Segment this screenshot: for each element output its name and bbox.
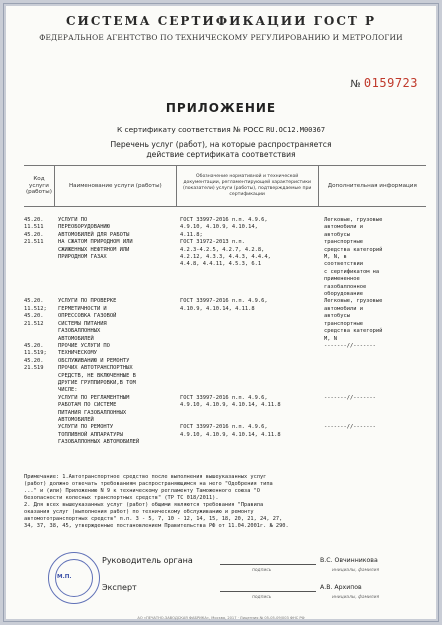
head-signature-line <box>220 564 316 565</box>
table-cell-c2: ПРИРОДНОМ ГАЗАХ <box>58 254 107 261</box>
table-cell-c3 <box>176 269 318 276</box>
table-cell-c4: Легковые, грузовые <box>324 298 383 305</box>
table-cell-c1 <box>24 276 54 283</box>
table-cell-c3: ГОСТ 33997-2016 п.п. 4.9.6, <box>180 217 268 223</box>
table-cell-c2: СИСТЕМЫ ПИТАНИЯ <box>58 320 107 327</box>
table-cell-c3 <box>176 328 318 335</box>
table-row <box>24 239 426 246</box>
table-cell-c2: АВТОМОБИЛЕЙ <box>58 335 94 342</box>
note-line: 34, 37, 38, 45, утвержденные постановлением Правительства РФ от 11.04.2001г. № 290. <box>24 523 289 529</box>
table-cell-c1 <box>24 402 54 409</box>
table-cell-c4: с сертификатом на <box>324 268 380 275</box>
table-cell-c2 <box>54 284 176 291</box>
table-cell-c2: УСЛУГИ ПО ПРОВЕРКЕ <box>58 298 117 305</box>
table-cell-c4: -------//------- <box>324 342 376 349</box>
table-cell-c4 <box>318 432 424 439</box>
note-line: ..." и (или) Приложению N 9 к техническому регламенту Таможенного союза "О <box>24 488 260 494</box>
note-line: Примечание: 1.Автотранспортное средство после выполнения вышеуказанных услуг <box>24 474 267 480</box>
table-cell-c3 <box>176 343 318 350</box>
table-cell-c1: 45.20. <box>24 342 44 349</box>
table-cell-c3 <box>176 321 318 328</box>
table-cell-c4: автомобили и <box>324 224 363 231</box>
table-cell-c4 <box>318 417 424 424</box>
table-cell-c1: 21.512 <box>24 320 44 327</box>
table-cell-c3 <box>176 284 318 291</box>
table-cell-c2: НА СЖАТОМ ПРИРОДНОМ ИЛИ <box>58 239 133 246</box>
page-inner <box>20 12 422 620</box>
table-cell-c4: средства категорий <box>324 246 383 253</box>
table-cell-c2: ТЕХНИЧЕСКОМУ <box>58 350 97 357</box>
system-title: СИСТЕМА СЕРТИФИКАЦИИ ГОСТ Р <box>65 14 377 28</box>
note-line: безопасности колесных транспортных средств" (ТР ТС 018/2011). <box>24 495 219 501</box>
table-cell-c3 <box>176 373 318 380</box>
table-cell-c2: СЖИЖЕННЫХ НЕФТЯНОМ ИЛИ <box>58 246 130 253</box>
table-cell-c2: ДРУГИЕ ГРУППИРОВКИ,В ТОМ <box>58 379 136 386</box>
table-row <box>24 358 426 365</box>
table-row <box>24 298 426 305</box>
table-cell-c1 <box>24 417 54 424</box>
table-cell-c4: -------//------- <box>324 394 376 401</box>
table-cell-c2: АВТОМОБИЛЕЙ ДЛЯ РАБОТЫ <box>58 231 130 238</box>
table-cell-c4: транспортные <box>324 320 363 327</box>
header-additional-info: Дополнительная информация <box>318 166 426 207</box>
table-cell-c2: СРЕДСТВ, НЕ ВКЛЮЧЕННЫЕ В <box>58 372 136 379</box>
table-row <box>24 284 426 291</box>
table-cell-c2: АВТОМОБИЛЕЙ <box>58 416 94 423</box>
expert-name: А.В. Архипов <box>320 584 362 591</box>
expert-label: Эксперт <box>102 583 137 592</box>
table-cell-c2 <box>54 291 176 298</box>
table-cell-c2: ГАЗОБАЛЛОННЫХ <box>58 328 101 335</box>
table-row <box>24 402 426 409</box>
table-cell-c1: 21.511 <box>24 239 44 246</box>
table-cell-c1 <box>24 254 54 261</box>
table-cell-c1: 45.20. <box>24 313 44 320</box>
table-cell-c1 <box>24 373 54 380</box>
print-footer: АО «ПЕЧАТНО-ЗАВОДСКАЯ ФАБРИКА», Москва, 2017 · Лицензия № 05-05-09/003 ФНС РФ <box>137 616 305 620</box>
table-cell-c4: соответствии <box>324 261 363 268</box>
table-cell-c1 <box>24 247 54 254</box>
note-line: автомототранспортных средств" п.п. 3 - 5, 7, 10 - 12, 14, 15, 18, 20, 21, 24, 27, <box>24 516 283 522</box>
agency-title: ФЕДЕРАЛЬНОЕ АГЕНТСТВО ПО ТЕХНИЧЕСКОМУ РЕГУЛИРОВАНИЮ И МЕТРОЛОГИИ <box>39 33 403 42</box>
table-cell-c4: М, N <box>324 335 337 342</box>
table-cell-c4: оборудование <box>324 291 363 298</box>
serial-block <box>350 76 418 90</box>
table-cell-c1 <box>24 328 54 335</box>
table-cell-c2 <box>54 276 176 283</box>
head-initials-caption: инициалы, фамилия <box>332 568 380 573</box>
table-cell-c2: ТОПЛИВНОЙ АППАРАТУРЫ <box>58 431 123 438</box>
table-cell-c4: средства категорий <box>324 328 383 335</box>
header-normative-docs: Обозначение нормативной и технической документации, регламентирующей характеристики (показатели) услуги (работы), подтверждаемые при сертификации <box>176 166 318 207</box>
cert-code: RU.OC12.M00367 <box>266 126 326 134</box>
table-cell-c3: 4.2.12, 4.3.3, 4.4.3, 4.4.4, <box>180 254 271 261</box>
table-row <box>24 343 426 350</box>
table-cell-c2: ОБСЛУЖИВАНИЮ И РЕМОНТУ <box>58 357 130 364</box>
table-cell-c4 <box>318 380 424 387</box>
table-cell-c1: 45.20. <box>24 217 44 223</box>
table-cell-c3: 4.10.9, 4.10.14, 4.11.8 <box>180 305 255 312</box>
table-cell-c1 <box>24 261 54 268</box>
expert-signature-line <box>220 591 316 592</box>
table-row <box>24 387 426 394</box>
table-cell-c2: УСЛУГИ ПО <box>58 217 88 223</box>
table-row <box>24 313 426 320</box>
table-cell-c3: ГОСТ 31972-2013 п.п. <box>180 239 245 246</box>
official-stamp <box>48 552 100 604</box>
table-cell-c4 <box>318 373 424 380</box>
table-cell-c1 <box>24 439 54 446</box>
table-cell-c2: ПРОЧИЕ УСЛУГИ ПО <box>58 342 110 349</box>
table-cell-c2: ГАЗОБАЛЛОННЫХ АВТОМОБИЛЕЙ <box>58 439 140 446</box>
table-cell-c1 <box>24 432 54 439</box>
table-row <box>24 217 426 224</box>
table-cell-c3 <box>176 313 318 320</box>
table-cell-c2: УСЛУГИ ПО РЕМОНТУ <box>58 424 114 431</box>
table-cell-c1 <box>24 269 54 276</box>
table-cell-c3: 4.4.8, 4.4.11, 4.5.3, 6.1 <box>180 261 262 268</box>
table-cell-c4: транспортные <box>324 239 363 246</box>
table-cell-c3 <box>176 350 318 357</box>
serial-number: 0159723 <box>363 76 418 90</box>
table-cell-c1 <box>24 395 54 402</box>
table-cell-c3: 4.2.3-4.2.5, 4.2.7, 4.2.8, <box>180 246 265 253</box>
services-table-body <box>24 217 426 447</box>
table-row <box>24 395 426 402</box>
cert-line <box>20 125 422 134</box>
table-cell-c1 <box>24 380 54 387</box>
table-cell-c4: М, N, в <box>324 254 347 261</box>
table-row <box>24 321 426 328</box>
table-cell-c3: ГОСТ 33997-2016 п.п. 4.9.6, <box>180 298 268 305</box>
table-cell-c2: ЧИСЛЕ: <box>58 387 78 394</box>
table-cell-c3: ГОСТ 33997-2016 п.п. 4.9.6, <box>180 424 268 431</box>
table-cell-c3: 4.9.10, 4.10.9, 4.10.14, 4.11.8 <box>180 431 281 438</box>
expert-initials-caption: инициалы, фамилия <box>332 595 380 600</box>
table-cell-c4: автобусы <box>324 313 350 320</box>
table-cell-c2: ГЕРМЕТИЧНОСТИ И <box>58 305 107 312</box>
table-cell-c4: автомобили и <box>324 305 363 312</box>
table-row <box>24 261 426 268</box>
list-title <box>20 140 422 160</box>
table-cell-c1: 11.519; <box>24 350 47 357</box>
table-row <box>24 380 426 387</box>
list-title-line-2: действие сертификата соответствия <box>146 150 296 159</box>
note-line: (работ) должно отвечать требованиям распространяющимся на него "Одобрения типа <box>24 481 273 487</box>
cert-line-text: К сертификату соответствия № РОСС <box>116 125 264 134</box>
head-of-body-name: В.С. Овчинникова <box>320 557 378 564</box>
table-cell-c3 <box>176 387 318 394</box>
table-cell-c2 <box>54 261 176 268</box>
head-signature-caption: подпись <box>252 568 272 573</box>
table-cell-c4: газобаллонное <box>324 283 367 290</box>
note-line: 2. Для всех вышеуказанных услуг (работ) общими являются требования "Правила <box>24 502 264 508</box>
expert-signature-caption: подпись <box>252 595 272 600</box>
table-cell-c3 <box>176 336 318 343</box>
table-cell-c4 <box>318 350 424 357</box>
table-cell-c3 <box>176 276 318 283</box>
notes-block <box>24 474 426 530</box>
table-cell-c4 <box>318 410 424 417</box>
table-cell-c3: ГОСТ 33997-2016 п.п. 4.9.6, <box>180 394 268 401</box>
serial-prefix: № <box>350 79 361 90</box>
list-title-line-1: Перечень услуг (работ), на которые распространяется <box>110 140 332 149</box>
services-table-header <box>24 165 426 207</box>
table-cell-c3 <box>176 358 318 365</box>
table-cell-c3 <box>176 365 318 372</box>
table-cell-c2: ОПРЕССОВКА ГАЗОВОЙ <box>58 313 117 320</box>
table-row <box>24 232 426 239</box>
table-cell-c4 <box>318 358 424 365</box>
table-cell-c1 <box>24 284 54 291</box>
table-cell-c3 <box>176 410 318 417</box>
doc-title: ПРИЛОЖЕНИЕ <box>165 101 277 115</box>
table-cell-c4 <box>318 439 424 446</box>
table-cell-c3: 4.9.10, 4.10.9, 4.10.14, 4.11.8 <box>180 402 281 409</box>
table-cell-c4: автобусы <box>324 231 350 238</box>
header-code: Код услуги (работы) <box>24 166 54 207</box>
table-cell-c4: -------//------- <box>324 424 376 431</box>
table-cell-c2: РАБОТАМ ПО СИСТЕМЕ <box>58 402 117 409</box>
table-cell-c1 <box>24 410 54 417</box>
table-cell-c4 <box>318 402 424 409</box>
table-cell-c2: ПРОЧИХ АВТОТРАНСПОРТНЫХ <box>58 365 133 372</box>
table-cell-c4: Легковые, грузовые <box>324 217 383 223</box>
table-cell-c2: ПЕРЕОБОРУДОВАНИЮ <box>58 224 110 231</box>
table-cell-c3 <box>176 291 318 298</box>
table-cell-c1: 45.20. <box>24 231 44 238</box>
table-row <box>24 247 426 254</box>
table-cell-c1: 11.511 <box>24 224 44 231</box>
table-cell-c2: ПИТАНИЯ ГАЗОБАЛЛОННЫХ <box>58 409 127 416</box>
table-cell-c1: 11.512; <box>24 305 47 312</box>
table-row <box>24 291 426 298</box>
table-row <box>24 276 426 283</box>
table-cell-c4 <box>318 387 424 394</box>
table-cell-c1 <box>24 336 54 343</box>
table-row <box>24 254 426 261</box>
table-cell-c1: 21.519 <box>24 365 44 372</box>
table-row <box>24 373 426 380</box>
table-cell-c4: примененное <box>324 276 360 283</box>
table-cell-c3 <box>176 439 318 446</box>
table-cell-c1: 45.20. <box>24 298 44 305</box>
table-row <box>24 410 426 417</box>
table-row <box>24 439 426 446</box>
table-cell-c2 <box>54 269 176 276</box>
table-cell-c1: 45.20. <box>24 357 44 364</box>
table-cell-c1 <box>24 387 54 394</box>
table-row <box>24 365 426 372</box>
table-cell-c1 <box>24 291 54 298</box>
stamp-mark: М.П. <box>57 574 72 580</box>
note-line: оказания услуг (выполнения работ) по техническому обслуживанию и ремонту <box>24 509 254 515</box>
table-row <box>24 350 426 357</box>
table-cell-c3: 4.9.10, 4.10.9, 4.10.14, <box>180 224 258 231</box>
header-service-name: Наименование услуги (работы) <box>54 166 176 207</box>
table-cell-c3: 4.11.8; <box>180 231 203 238</box>
table-row <box>24 417 426 424</box>
table-cell-c4 <box>318 365 424 372</box>
head-of-body-label: Руководитель органа <box>102 556 193 565</box>
table-row <box>24 336 426 343</box>
table-cell-c3 <box>176 417 318 424</box>
table-cell-c1 <box>24 424 54 431</box>
table-row <box>24 224 426 231</box>
table-row <box>24 424 426 431</box>
table-cell-c2: УСЛУГИ ПО РЕГЛАМЕНТНЫМ <box>58 394 130 401</box>
table-row <box>24 269 426 276</box>
table-row <box>24 328 426 335</box>
table-cell-c3 <box>176 380 318 387</box>
